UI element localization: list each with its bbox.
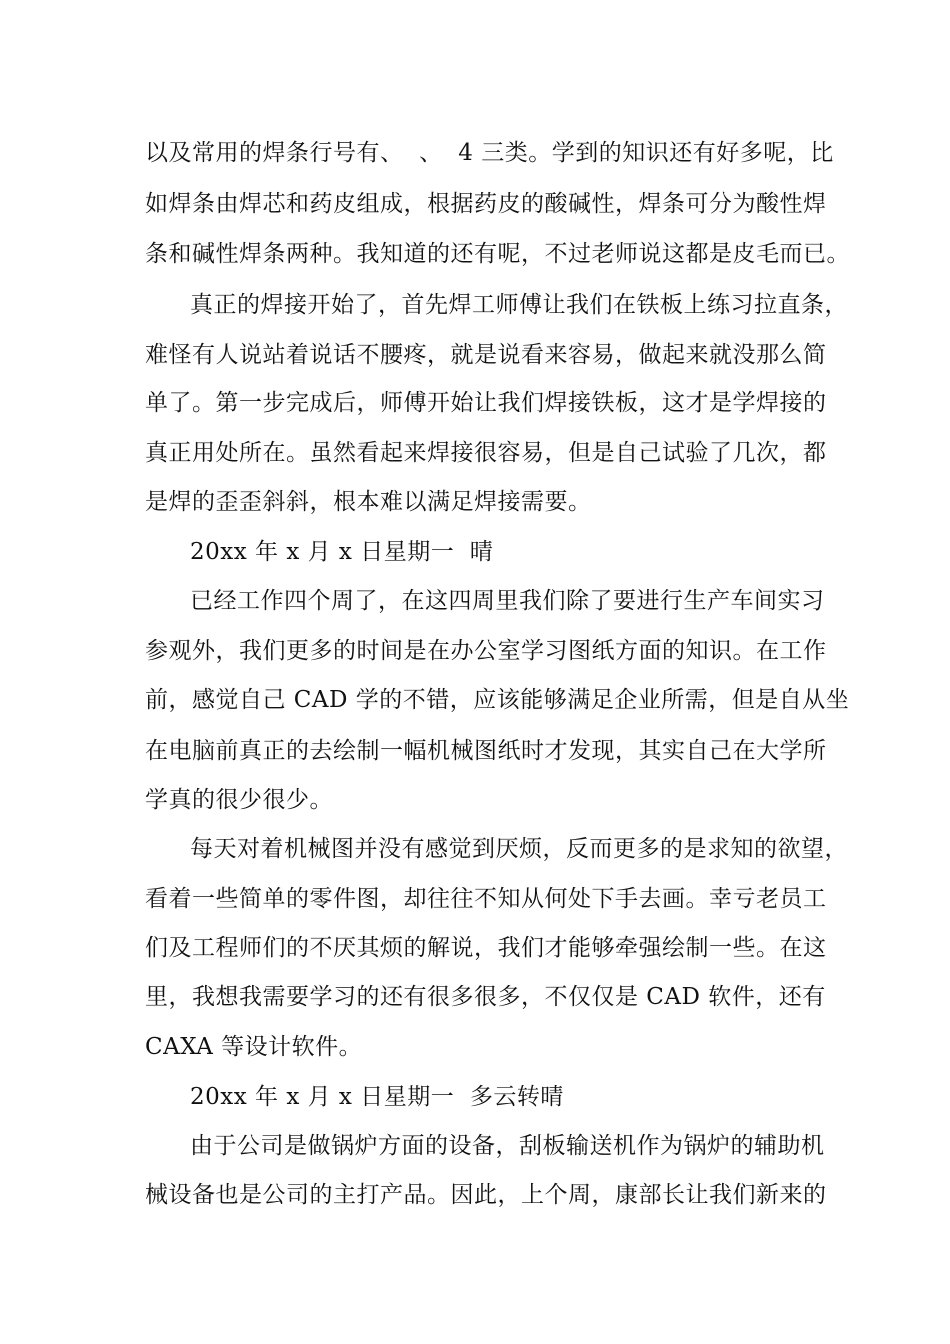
text-line: 条和碱性焊条两种。我知道的还有呢，不过老师说这都是皮毛而已。 <box>145 241 850 267</box>
text-line: 已经工作四个周了，在这四周里我们除了要进行生产车间实习 <box>190 588 825 614</box>
text-line: 里，我想我需要学习的还有很多很多，不仅仅是 CAD 软件，还有 <box>145 984 826 1010</box>
date-heading: 20xx 年 x 月 x 日星期一 多云转晴 <box>190 1084 564 1110</box>
text-line: 以及常用的焊条行号有、 、 4 三类。学到的知识还有好多呢，比 <box>145 140 834 166</box>
text-line: 真正用处所在。虽然看起来焊接很容易，但是自己试验了几次，都 <box>145 440 827 466</box>
text-line: 前，感觉自己 CAD 学的不错，应该能够满足企业所需，但是自从坐 <box>145 687 850 713</box>
text-line: 每天对着机械图并没有感觉到厌烦，反而更多的是求知的欲望， <box>190 836 848 862</box>
text-line: 械设备也是公司的主打产品。因此，上个周，康部长让我们新来的 <box>145 1182 827 1208</box>
text-line: 由于公司是做锅炉方面的设备，刮板输送机作为锅炉的辅助机 <box>190 1133 825 1159</box>
text-line: 如焊条由焊芯和药皮组成，根据药皮的酸碱性，焊条可分为酸性焊 <box>145 191 827 217</box>
text-line: 难怪有人说站着说话不腰疼，就是说看来容易，做起来就没那么简 <box>145 342 827 368</box>
text-line: CAXA 等设计软件。 <box>145 1034 363 1060</box>
text-line: 是焊的歪歪斜斜，根本难以满足焊接需要。 <box>145 489 592 515</box>
text-line: 们及工程师们的不厌其烦的解说，我们才能够牵强绘制一些。在这 <box>145 935 827 961</box>
text-line: 真正的焊接开始了，首先焊工师傅让我们在铁板上练习拉直条， <box>190 292 848 318</box>
text-line: 看着一些简单的零件图，却往往不知从何处下手去画。幸亏老员工 <box>145 886 827 912</box>
text-line: 学真的很少很少。 <box>145 787 333 813</box>
text-line: 参观外，我们更多的时间是在办公室学习图纸方面的知识。在工作 <box>145 638 827 664</box>
text-line: 在电脑前真正的去绘制一幅机械图纸时才发现，其实自己在大学所 <box>145 738 827 764</box>
text-line: 单了。第一步完成后，师傅开始让我们焊接铁板，这才是学焊接的 <box>145 390 827 416</box>
date-heading: 20xx 年 x 月 x 日星期一 晴 <box>190 539 494 565</box>
